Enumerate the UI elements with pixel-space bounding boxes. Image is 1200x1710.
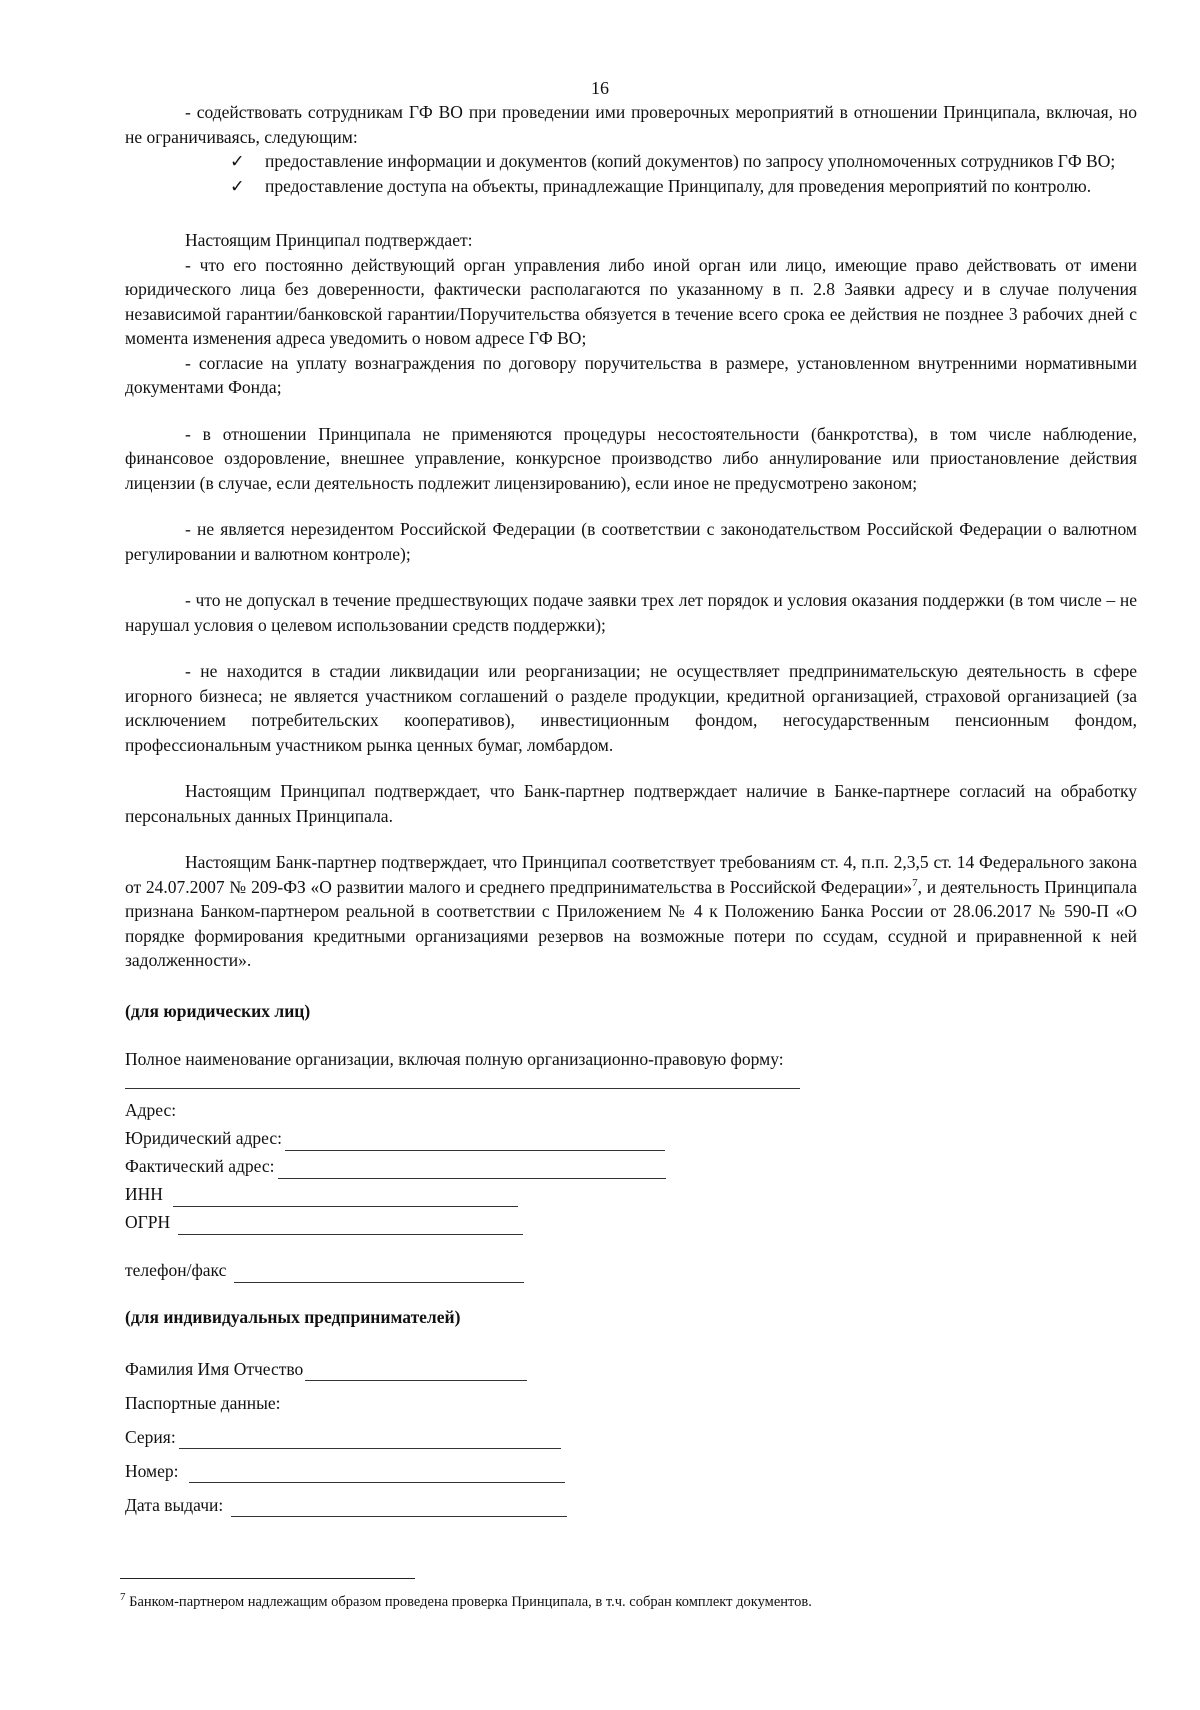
fio-label: Фамилия Имя Отчество: [125, 1358, 304, 1379]
inn-label: ИНН: [125, 1184, 163, 1204]
checklist-item: [125, 149, 1137, 174]
checklist-item-text: предоставление информации и документов (копий документов) по запросу уполномоченных сотрудников ГФ ВО;: [265, 151, 1116, 171]
issue-date-field[interactable]: [231, 1496, 567, 1517]
ogrn-field[interactable]: [178, 1214, 523, 1235]
series-row: [125, 1421, 1137, 1449]
document-body: [125, 100, 1137, 1517]
confirm-item-resident: - не является нерезидентом Российской Федерации (в соответствии с законодательством Российской Федерации о валютном регулировании и валютном контроле);: [125, 519, 1137, 564]
legal-address-field[interactable]: [285, 1130, 665, 1151]
ogrn-row: [125, 1207, 1137, 1235]
number-label: Номер:: [125, 1460, 179, 1481]
confirm-heading: Настоящим Принципал подтверждает:: [185, 230, 473, 250]
number-row: [125, 1455, 1137, 1483]
checkmark-icon: ✓: [230, 151, 245, 171]
checklist-item: [125, 174, 1137, 199]
inn-field[interactable]: [173, 1186, 518, 1207]
issue-date-label: Дата выдачи:: [125, 1494, 224, 1515]
passport-label: Паспортные данные:: [125, 1392, 281, 1413]
bank-confirm-paragraph: [125, 850, 1137, 973]
phone-label: телефон/факс: [125, 1260, 227, 1280]
confirm-item-address: - что его постоянно действующий орган управления либо иной орган или лицо, имеющие право действовать от имени юридического лица без доверенности, фактически располагаются по указанному в п. 2.8 Заявки адресу и в случае получения независимой гарантии/банковской гарантии/Поручительства обязуется в течение всего срока ее действия не позднее 3 рабочих дней с момента изменения адреса уведомить о новом адресе ГФ ВО;: [125, 254, 1137, 348]
full-name-field[interactable]: [125, 1072, 800, 1089]
legal-entity-heading: (для юридических лиц): [125, 1000, 311, 1021]
issue-date-row: [125, 1489, 1137, 1517]
individual-heading: (для индивидуальных предпринимателей): [125, 1306, 461, 1327]
address-label: Адрес:: [125, 1100, 177, 1120]
fio-field[interactable]: [305, 1360, 527, 1381]
footnote-ref: 7: [912, 876, 918, 889]
confirm-item-liquidation: - не находится в стадии ликвидации или реорганизации; не осуществляет предпринимательскую деятельность в сфере игорного бизнеса; не является участником соглашений о разделе продукции, кредитной организацией, страховой организацией (за исключением потребительских кооперативов), инвестиционным фондом, негосударственным пенсионным фондом, профессиональным участником рынка ценных бумаг, ломбардом.: [125, 661, 1137, 755]
intro-paragraph: - содействовать сотрудникам ГФ ВО при проведении ими проверочных мероприятий в отношении Принципала, включая, но не ограничиваясь, следующим:: [125, 102, 1137, 147]
number-field[interactable]: [189, 1462, 565, 1483]
footnote-text: Банком-партнером надлежащим образом проведена проверка Принципала, в т.ч. собран комплект документов.: [125, 1594, 812, 1610]
footnote: [120, 1592, 1130, 1612]
page-number: 16: [591, 78, 609, 98]
footnote-number: 7: [120, 1591, 126, 1604]
bank-consent-paragraph: Настоящим Принципал подтверждает, что Банк-партнер подтверждает наличие в Банке-партнере согласий на обработку персональных данных Принципала.: [125, 781, 1137, 826]
checklist: [125, 149, 1137, 198]
confirm-item-bankruptcy: - в отношении Принципала не применяются процедуры несостоятельности (банкротства), в том числе наблюдение, финансовое оздоровление, внешнее управление, конкурсное производство либо аннулирование или приостановление действия лицензии (в случае, если деятельность подлежит лицензированию), если иное не предусмотрено законом;: [125, 423, 1137, 493]
series-field[interactable]: [179, 1428, 561, 1449]
phone-row: [125, 1255, 1137, 1283]
actual-address-label: Фактический адрес:: [125, 1156, 275, 1176]
legal-address-row: [125, 1123, 1137, 1151]
actual-address-row: [125, 1151, 1137, 1179]
passport-row: [125, 1387, 1137, 1415]
checkmark-icon: ✓: [230, 175, 245, 196]
confirm-item-fee: - согласие на уплату вознаграждения по договору поручительства в размере, установленном внутренними нормативными документами Фонда;: [125, 352, 1137, 397]
series-label: Серия:: [125, 1426, 176, 1447]
confirm-item-support: - что не допускал в течение предшествующих подаче заявки трех лет порядок и условия оказания поддержки (в том числе – не нарушал условия о целевом использовании средств поддержки);: [125, 590, 1137, 635]
bank-confirm-text-start: Настоящим Банк-партнер подтверждает, что Принципал соответствует требованиям ст. 4, п.п. 2,3,5 ст. 14 Федерального закона от 24.07.2007 № 209-ФЗ «О развитии малого и среднего предпринимательства в Российской Федерации»: [125, 852, 1137, 897]
footnote-separator: [120, 1578, 415, 1579]
bank-confirm-text-end: , и деятельность Принципала признана Банком-партнером реальной в соответствии с Приложением № 4 к Положению Банка России от 28.06.2017 № 590-П «О порядке формирования кредитными организациями резервов на возможные потери по ссудам, ссудной и приравненной к ней задолженности».: [125, 876, 1137, 970]
inn-row: [125, 1179, 1137, 1207]
full-name-label: Полное наименование организации, включая полную организационно-правовую форму:: [125, 1049, 784, 1069]
legal-address-label: Юридический адрес:: [125, 1128, 283, 1148]
ogrn-label: ОГРН: [125, 1212, 171, 1232]
address-row: [125, 1095, 1137, 1123]
fio-row: [125, 1353, 1137, 1381]
checklist-item-text: предоставление доступа на объекты, принадлежащие Принципалу, для проведения мероприятий по контролю.: [265, 175, 1092, 196]
phone-field[interactable]: [234, 1262, 524, 1283]
actual-address-field[interactable]: [278, 1158, 666, 1179]
